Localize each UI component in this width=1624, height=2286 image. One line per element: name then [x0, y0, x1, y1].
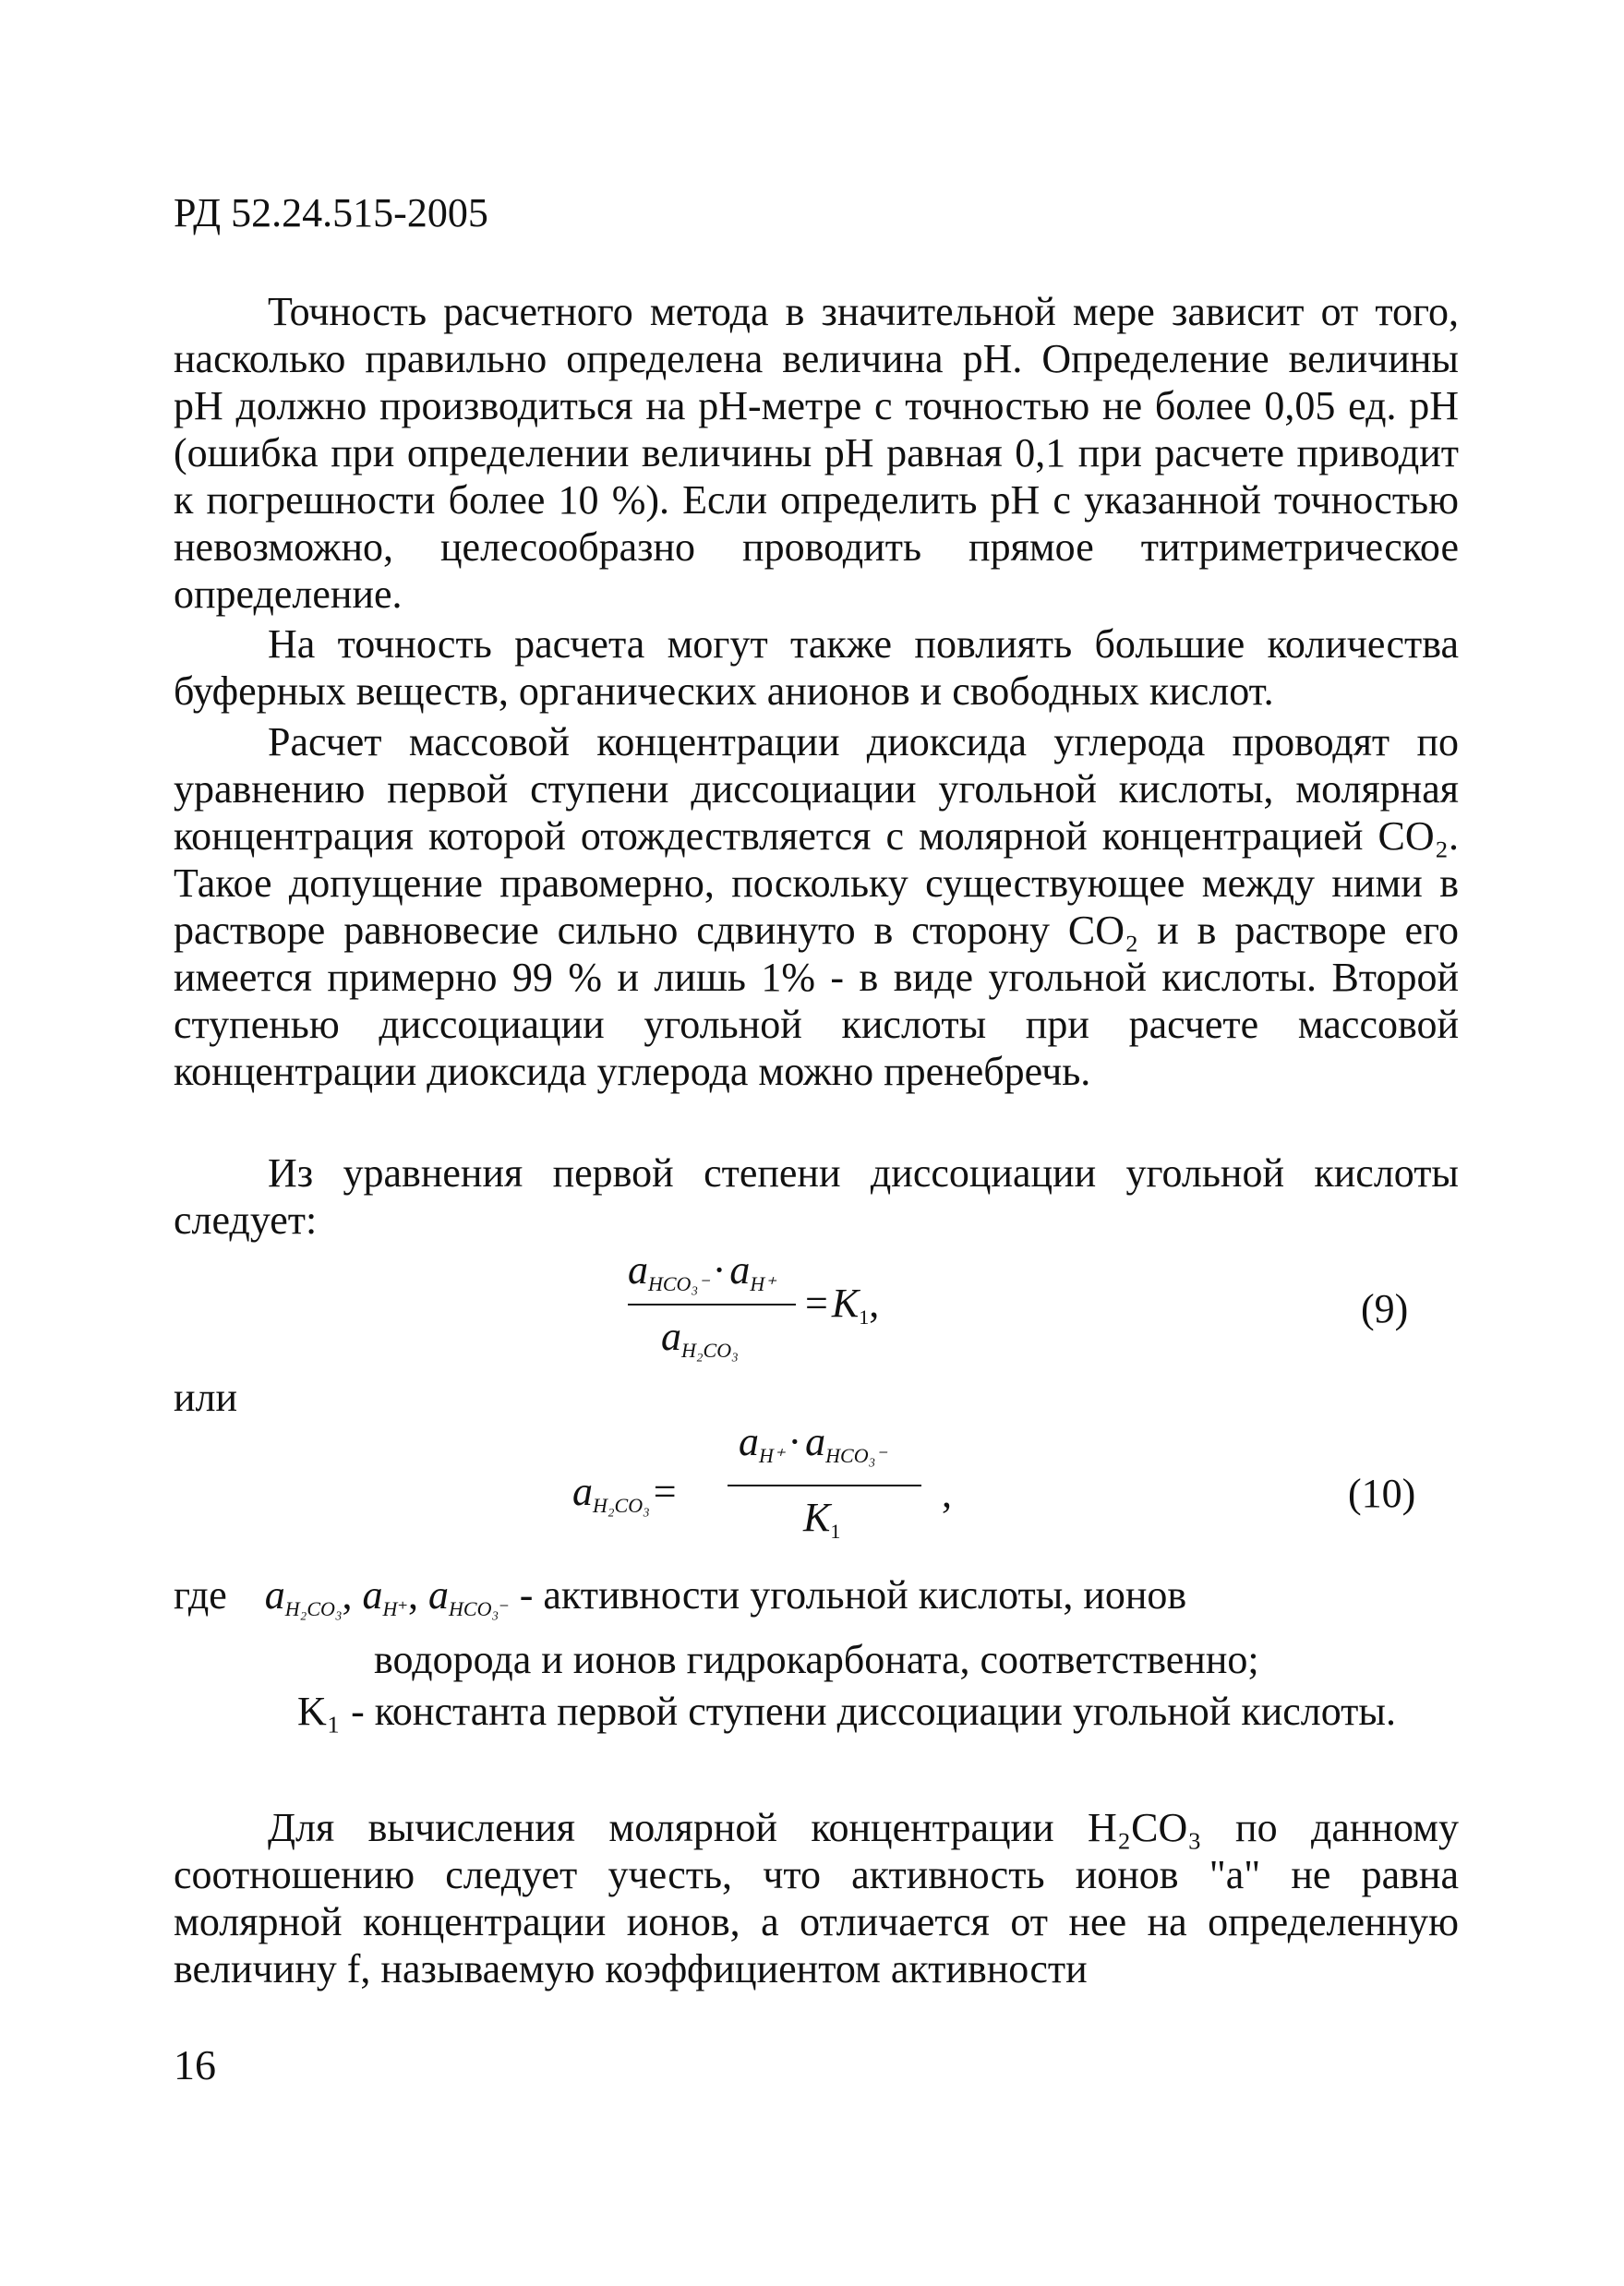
paragraph-text: На точность расчета могут также повлиять большие количества буферных веществ, органических анионов и свободных кислот. [174, 621, 1459, 714]
comma: , [342, 1572, 353, 1618]
where-label: где [174, 1572, 227, 1618]
activity-symbol: a [264, 1572, 285, 1618]
h-plus-subscript: H⁺ [750, 1272, 776, 1295]
where-line-2: водорода и ионов гидрокарбоната, соответственно; [374, 1637, 1259, 1682]
equals-sign: = [653, 1469, 677, 1514]
comma: , [942, 1471, 952, 1516]
h-plus-subscript: H⁺ [382, 1597, 409, 1620]
paragraph-calculation [174, 718, 1459, 1095]
activity-symbol: a [805, 1419, 826, 1464]
multiply-symbol: · [788, 1419, 802, 1464]
fraction-line [728, 1485, 921, 1486]
activity-symbol: a [739, 1419, 759, 1464]
activity-symbol: a [572, 1469, 593, 1514]
page-number: 16 [174, 2041, 216, 2088]
where-line-3 [297, 1688, 1396, 1735]
comma: , [408, 1572, 419, 1618]
comma: , [869, 1281, 880, 1326]
equation-10 [572, 1418, 997, 1547]
where-line-1 [174, 1571, 1186, 1621]
k-symbol: K [803, 1495, 831, 1540]
equation-9 [628, 1246, 960, 1362]
where-description-1: - активности угольной кислоты, ионов [519, 1572, 1187, 1618]
h2co3-subscript: H₂CO₃ [284, 1597, 343, 1620]
fraction-line [628, 1304, 796, 1305]
paragraph-buffer [174, 620, 1459, 715]
equation-number-10: (10) [1348, 1471, 1416, 1516]
k-symbol: K [831, 1281, 860, 1326]
hco3-subscript: HCO₃⁻ [449, 1597, 510, 1620]
or-word: или [174, 1375, 238, 1420]
k-subscript: 1 [830, 1520, 841, 1543]
activity-symbol: a [628, 1247, 648, 1293]
document-code: РД 52.24.515-2005 [174, 190, 488, 235]
activity-symbol: a [661, 1314, 681, 1359]
paragraph-text: Точность расчетного метода в значительной мере зависит от того, насколько правильно определена величина pH. Определение величины pH должно производиться на pH-метре с точностью не более 0,05 ед. pH (ошибка при определении величины pH равная 0,1 при расчете приводит к погрешности более 10 %). Если определить pH с указанной точностью невозможно, целесообразно проводить прямое титриметрическое определение. [174, 289, 1459, 617]
activity-symbol: a [362, 1572, 383, 1618]
activity-symbol: a [729, 1247, 751, 1293]
h-plus-subscript: H⁺ [759, 1444, 785, 1467]
k1-description: - константа первой ступени диссоциации угольной кислоты. [351, 1689, 1396, 1734]
equation-number-9: (9) [1361, 1286, 1409, 1331]
paragraph-activity [174, 1804, 1459, 1992]
h2co3-subscript: H₂CO₃ [681, 1339, 739, 1362]
paragraph-text: Расчет массовой концентрации диоксида углерода проводят по уравнению первой ступени диссоциации угольной кислоты, молярная концентрация которой отождествляется с молярной концентрацией CO₂. Такое допущение правомерно, поскольку существующее между ними в растворе равновесие сильно сдвинуто в сторону CO₂ и в растворе его имеется примерно 99 % и лишь 1% - в виде угольной кислоты. Второй ступенью диссоциации угольной кислоты при расчете массовой концентрации диоксида углерода можно пренебречь. [174, 719, 1459, 1094]
hco3-subscript: HCO₃⁻ [648, 1272, 709, 1295]
paragraph-text: Для вычисления молярной концентрации H₂CO₃ по данному соотношению следует учесть, что активность ионов "a" не равна молярной концентрации ионов, а отличается от нее на определенную величину f, называемую коэффициентом активности [174, 1805, 1459, 1991]
activity-symbol: a [428, 1572, 450, 1618]
k1-label: K₁ [297, 1689, 342, 1734]
k-subscript: 1 [859, 1305, 870, 1329]
paragraph-text: Из уравнения первой степени диссоциации угольной кислоты следует: [174, 1150, 1459, 1243]
multiply-symbol: · [712, 1247, 727, 1293]
hco3-subscript: HCO₃⁻ [825, 1444, 886, 1467]
h2co3-subscript: H₂CO₃ [593, 1494, 650, 1517]
paragraph-equation-intro [174, 1149, 1459, 1244]
equals-sign: = [805, 1281, 828, 1326]
paragraph-accuracy [174, 288, 1459, 618]
